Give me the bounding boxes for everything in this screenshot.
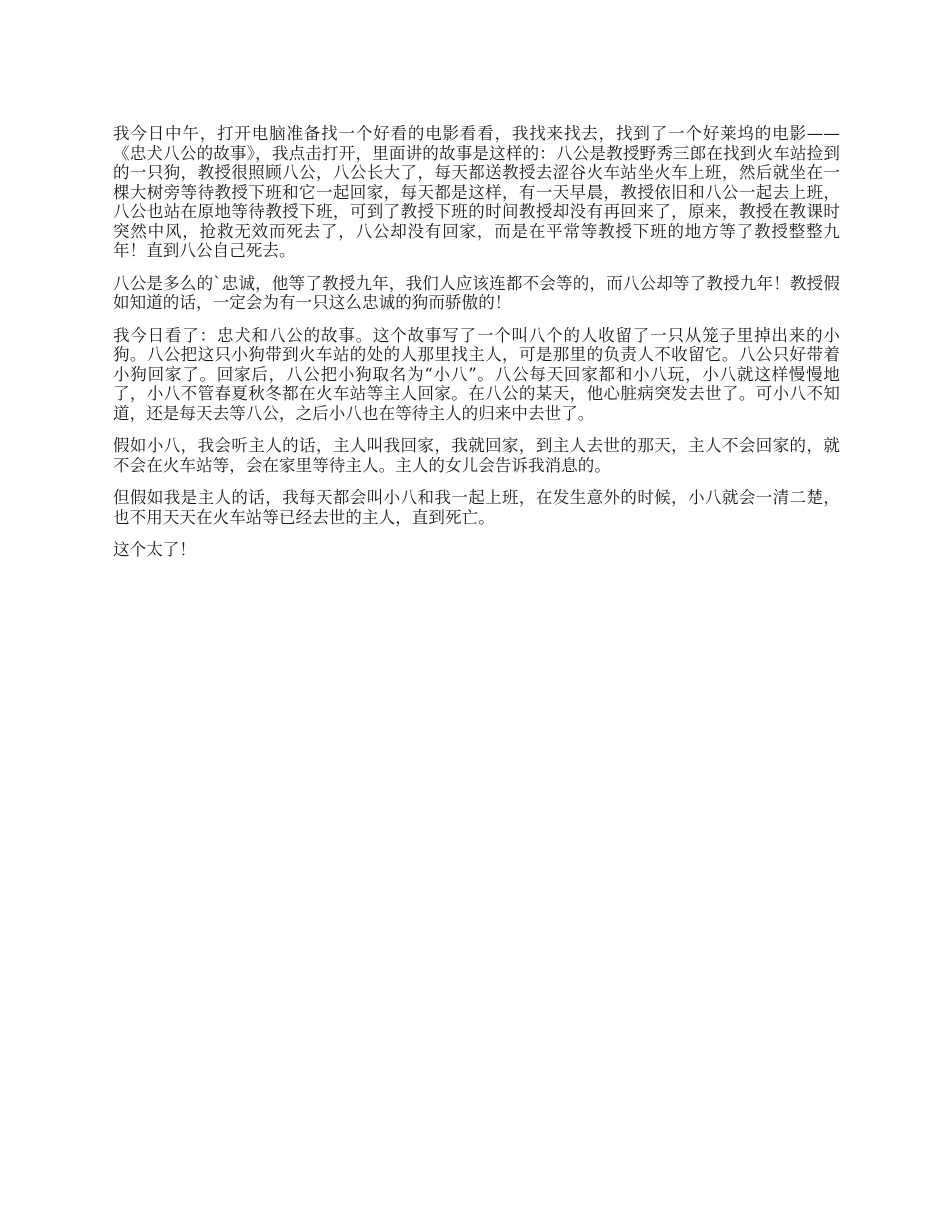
paragraph-1: 我今日中午，打开电脑准备找一个好看的电影看看，我找来找去，找到了一个好莱坞的电影——《忠犬八公的故事》，我点击打开，里面讲的故事是这样的：八公是教授野秀三郎在找到火车站捡到的一只狗，教授很照顾八公，八公长大了，每天都送教授去涩谷火车站坐火车上班，然后就坐在一棵大树旁等待教授下班和它一起回家，每天都是这样，有一天早晨，教授依旧和八公一起去上班，八公也站在原地等待教授下班，可到了教授下班的时间教授却没有再回来了，原来，教授在教课时突然中风，抢救无效而死去了，八公却没有回家，而是在平常等教授下班的地方等了教授整整九年！直到八公自己死去。 <box>113 124 840 260</box>
paragraph-4: 假如小八，我会听主人的话，主人叫我回家，我就回家，到主人去世的那天，主人不会回家的，就不会在火车站等，会在家里等待主人。主人的女儿会告诉我消息的。 <box>113 436 840 475</box>
paragraph-5: 但假如我是主人的话，我每天都会叫小八和我一起上班，在发生意外的时候，小八就会一清二楚，也不用天天在火车站等已经去世的主人，直到死亡。 <box>113 488 840 527</box>
paragraph-3: 我今日看了：忠犬和八公的故事。这个故事写了一个叫八个的人收留了一只从笼子里掉出来的小狗。八公把这只小狗带到火车站的处的人那里找主人，可是那里的负责人不收留它。八公只好带着小狗回家了。回家后，八公把小狗取名为“小八”。八公每天回家都和小八玩，小八就这样慢慢地了，小八不管春夏秋冬都在火车站等主人回家。在八公的某天，他心脏病突发去世了。可小八不知道，还是每天去等八公，之后小八也在等待主人的归来中去世了。 <box>113 325 840 423</box>
document-page <box>113 124 840 573</box>
paragraph-2: 八公是多么的`忠诚，他等了教授九年，我们人应该连都不会等的，而八公却等了教授九年！教授假如知道的话，一定会为有一只这么忠诚的狗而骄傲的！ <box>113 273 840 312</box>
paragraph-6: 这个太了！ <box>113 540 196 559</box>
